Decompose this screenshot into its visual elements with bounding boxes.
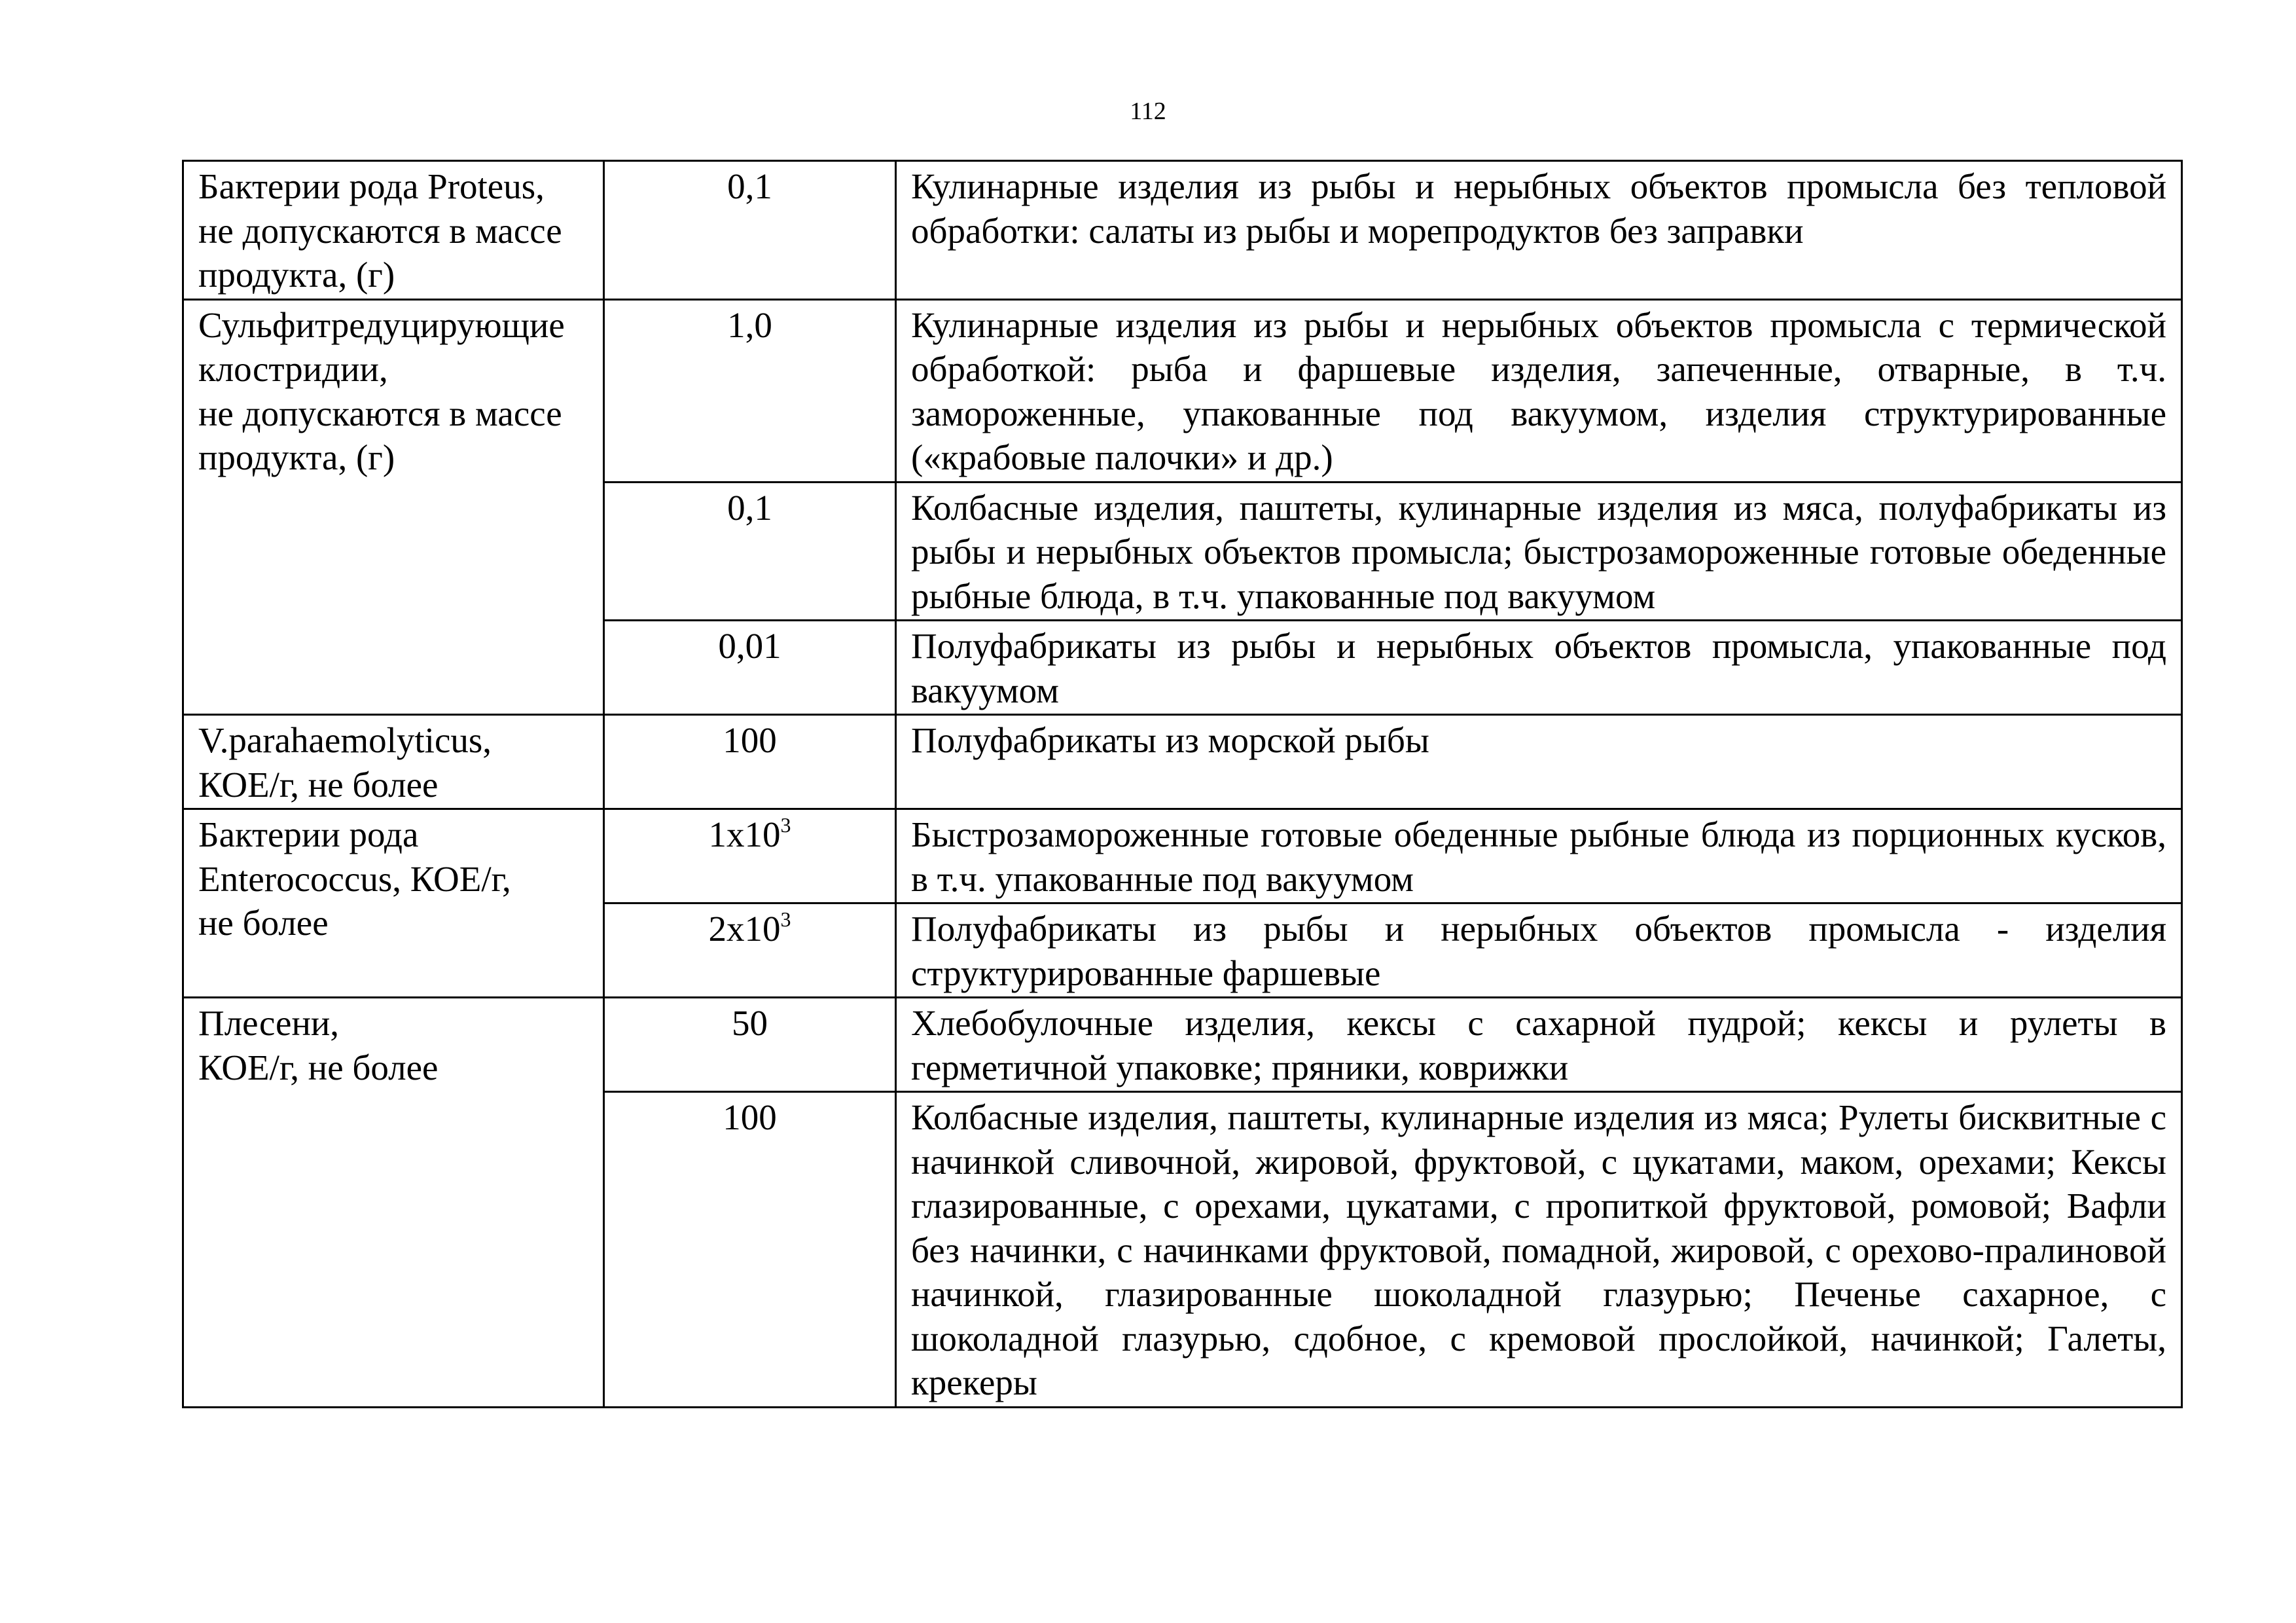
indicator-line: V.parahaemolyticus,	[198, 720, 492, 760]
table-row	[183, 715, 2182, 809]
indicator-line: не более	[198, 903, 329, 943]
indicator-line: Бактерии рода Proteus,	[198, 166, 545, 206]
value-cell: 100	[604, 1092, 896, 1408]
description-cell: Быстрозамороженные готовые обеденные рыбные блюда из порционных кусков, в т.ч. упакованные под вакуумом	[896, 809, 2182, 903]
description-cell: Полуфабрикаты из морской рыбы	[896, 715, 2182, 809]
indicator-line: не допускаются в массе	[198, 210, 562, 251]
value-cell: 0,1	[604, 482, 896, 621]
value-cell	[604, 903, 896, 998]
description-cell: Колбасные изделия, паштеты, кулинарные изделия из мяса; Рулеты бисквитные с начинкой сливочной, жировой, фруктовой, с цукатами, маком, орехами; Кексы глазированные, с орехами, цукатами, с пропиткой фруктовой, ромовой; Вафли без начинки, с начинками фруктовой, помадной, жировой, с орехово-пралиновой начинкой, глазированные шоколадной глазурью; Печенье сахарное, с шоколадной глазурью, сдобное, с кремовой прослойкой, начинкой; Галеты, крекеры	[896, 1092, 2182, 1408]
description-cell: Хлебобулочные изделия, кексы с сахарной пудрой; кексы и рулеты в герметичной упаковке; пряники, коврижки	[896, 998, 2182, 1092]
table-row	[183, 299, 2182, 482]
value-base: 2х10	[708, 909, 781, 949]
indicator-line: продукта, (г)	[198, 437, 395, 477]
table-row	[183, 998, 2182, 1092]
description-cell: Кулинарные изделия из рыбы и нерыбных объектов промысла без тепловой обработки: салаты из рыбы и морепродуктов без заправки	[896, 161, 2182, 300]
value-cell: 0,01	[604, 621, 896, 715]
indicator-line: Бактерии рода	[198, 814, 419, 854]
value-cell: 100	[604, 715, 896, 809]
description-cell: Кулинарные изделия из рыбы и нерыбных объектов промысла с термической обработкой: рыба и фаршевые изделия, запеченные, отварные, в т.ч. замороженные, упакованные под вакуумом, изделия структурированные («крабовые палочки» и др.)	[896, 299, 2182, 482]
table-row	[183, 161, 2182, 300]
value-exponent: 3	[780, 907, 791, 931]
table-row	[183, 809, 2182, 903]
indicator-line: продукта, (г)	[198, 255, 395, 295]
value-cell	[604, 809, 896, 903]
description-cell: Полуфабрикаты из рыбы и нерыбных объектов промысла - изделия структурированные фаршевые	[896, 903, 2182, 998]
microbiology-norms-table	[182, 160, 2183, 1408]
indicator-cell	[183, 715, 604, 809]
indicator-cell	[183, 161, 604, 300]
value-base: 1х10	[708, 814, 781, 854]
indicator-line: КОЕ/г, не более	[198, 764, 439, 805]
indicator-line: Плесени,	[198, 1003, 340, 1043]
indicator-line: Сульфитредуцирующие	[198, 304, 565, 345]
description-cell: Колбасные изделия, паштеты, кулинарные изделия из мяса, полуфабрикаты из рыбы и нерыбных объектов промысла; быстрозамороженные готовые обеденные рыбные блюда, в т.ч. упакованные под вакуумом	[896, 482, 2182, 621]
indicator-line: Enterococcus, КОЕ/г,	[198, 858, 511, 899]
indicator-line: КОЕ/г, не более	[198, 1047, 439, 1087]
value-cell: 1,0	[604, 299, 896, 482]
indicator-line: клостридии,	[198, 349, 388, 389]
indicator-cell	[183, 299, 604, 715]
indicator-cell	[183, 998, 604, 1408]
indicator-cell	[183, 809, 604, 998]
value-exponent: 3	[780, 813, 791, 837]
page-number: 112	[1130, 98, 1166, 125]
value-cell: 50	[604, 998, 896, 1092]
value-cell: 0,1	[604, 161, 896, 300]
indicator-line: не допускаются в массе	[198, 393, 562, 433]
description-cell: Полуфабрикаты из рыбы и нерыбных объектов промысла, упакованные под вакуумом	[896, 621, 2182, 715]
